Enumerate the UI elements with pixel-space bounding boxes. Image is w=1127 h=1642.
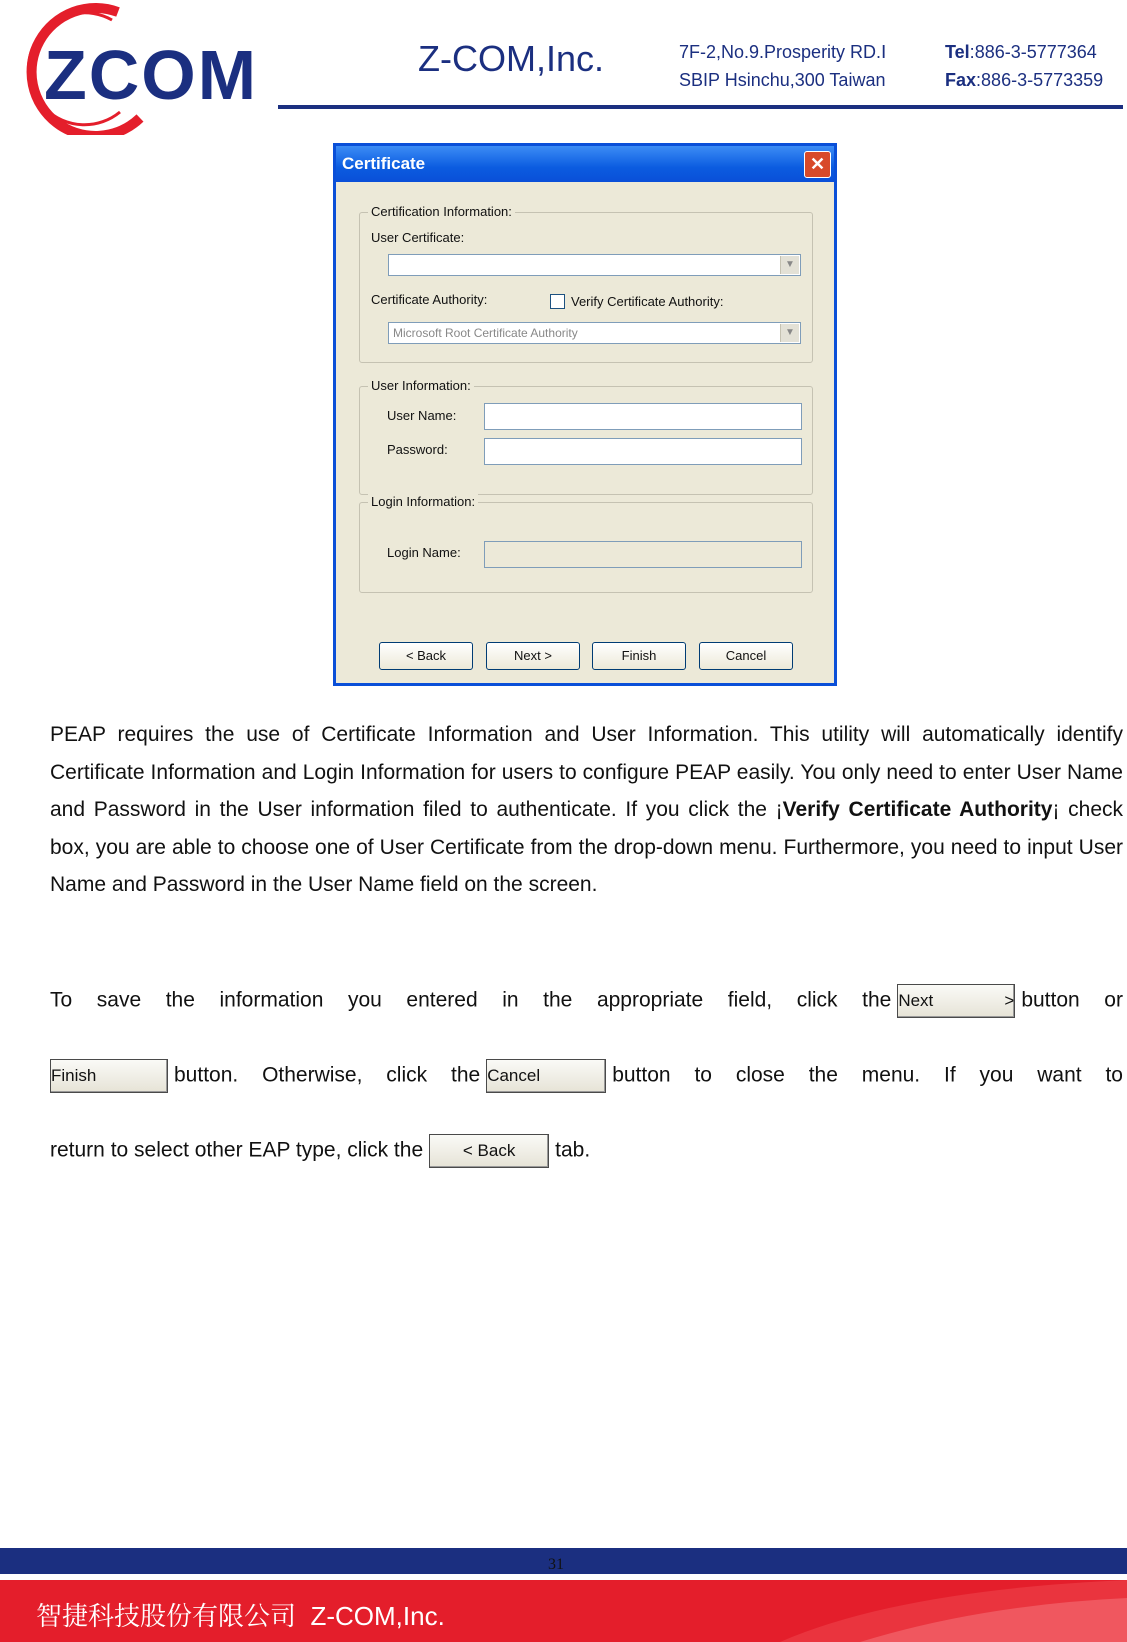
fax-label: Fax (945, 70, 977, 90)
company-address (679, 38, 886, 94)
logo-wordmark: ZCOM (44, 36, 259, 114)
body-line-2 (50, 1059, 1123, 1093)
next-button[interactable]: Next > (486, 642, 580, 670)
header-divider (278, 105, 1123, 109)
company-name: Z-COM,Inc. (418, 38, 604, 79)
inline-back-button: < Back (429, 1134, 549, 1168)
login-name-label: Login Name: (387, 545, 461, 560)
ca-value: Microsoft Root Certificate Authority (393, 326, 578, 340)
l2-mid: button. Otherwise, click the (174, 1063, 481, 1087)
l3-end: tab. (555, 1138, 591, 1162)
address-line-2: SBIP Hsinchu,300 Taiwan (679, 70, 886, 90)
password-label: Password: (387, 442, 448, 457)
p1-text-a: PEAP requires the use of Certificate Information and User Information. This utility will automatically identify Certificate Information and Login Information for users to configure PEAP easily. You only need to enter User Name and Password in the User information filed to authenticate. If you click the ¡ (50, 723, 1123, 821)
inline-cancel-button: Cancel (486, 1059, 606, 1093)
footer-company-cn: 智捷科技股份有限公司 (36, 1601, 297, 1631)
user-cert-label: User Certificate: (371, 230, 465, 245)
close-icon[interactable]: ✕ (804, 151, 831, 178)
password-input[interactable] (484, 438, 802, 465)
inline-finish-button: Finish (50, 1059, 168, 1093)
back-button[interactable]: < Back (379, 642, 473, 670)
chevron-down-icon: ▼ (780, 256, 799, 274)
verify-ca-checkbox[interactable] (550, 294, 565, 309)
ca-label: Certificate Authority: (371, 292, 488, 307)
username-label: User Name: (387, 408, 457, 423)
username-input[interactable] (484, 403, 802, 430)
user-cert-dropdown[interactable] (388, 254, 801, 276)
body-line-3 (50, 1134, 1123, 1168)
fax-line: Fax:886-3-5773359 (945, 70, 1104, 90)
l1-end: button or (1021, 988, 1123, 1012)
company-contact (945, 38, 1103, 94)
tel-label: Tel (945, 42, 970, 62)
certificate-dialog (333, 143, 837, 686)
chevron-down-icon: ▼ (780, 324, 799, 342)
user-info-group-title: User Information: (368, 378, 474, 393)
dialog-titlebar[interactable] (336, 146, 834, 182)
l3-text: return to select other EAP type, click the (50, 1138, 424, 1162)
ca-dropdown[interactable] (388, 322, 801, 344)
page-number: 31 (548, 1556, 564, 1573)
verify-ca-label: Verify Certificate Authority: (571, 294, 724, 309)
inline-next-button: Next > (897, 984, 1015, 1018)
finish-button[interactable]: Finish (592, 642, 686, 670)
l2-end: button to close the menu. If you want to (612, 1063, 1123, 1087)
tel-line: Tel:886-3-5777364 (945, 42, 1097, 62)
address-line-1: 7F-2,No.9.Prosperity RD.Ⅰ (679, 42, 887, 62)
tel-value: 886-3-5777364 (974, 42, 1097, 62)
footer-company (36, 1596, 445, 1633)
cert-info-group-title: Certification Information: (368, 204, 515, 219)
login-name-input[interactable] (484, 541, 802, 568)
zcom-logo (0, 0, 280, 135)
body-paragraph-1 (50, 716, 1123, 904)
body-line-1 (50, 984, 1123, 1018)
fax-value: 886-3-5773359 (981, 70, 1104, 90)
cancel-button[interactable]: Cancel (699, 642, 793, 670)
p1-text-b: ¡ check box, you are able to choose one of User Certificate from the drop-down menu. Furthermore, you need to input User Name and Password in the User Name field on the screen. (50, 798, 1123, 896)
p1-bold: Verify Certificate Authority (782, 798, 1053, 821)
footer-company-en: Z-COM,Inc. (310, 1601, 445, 1631)
login-info-group-title: Login Information: (368, 494, 478, 509)
l1-text: To save the information you entered in the appropriate field, click the (50, 988, 892, 1012)
dialog-title: Certificate (342, 154, 426, 173)
